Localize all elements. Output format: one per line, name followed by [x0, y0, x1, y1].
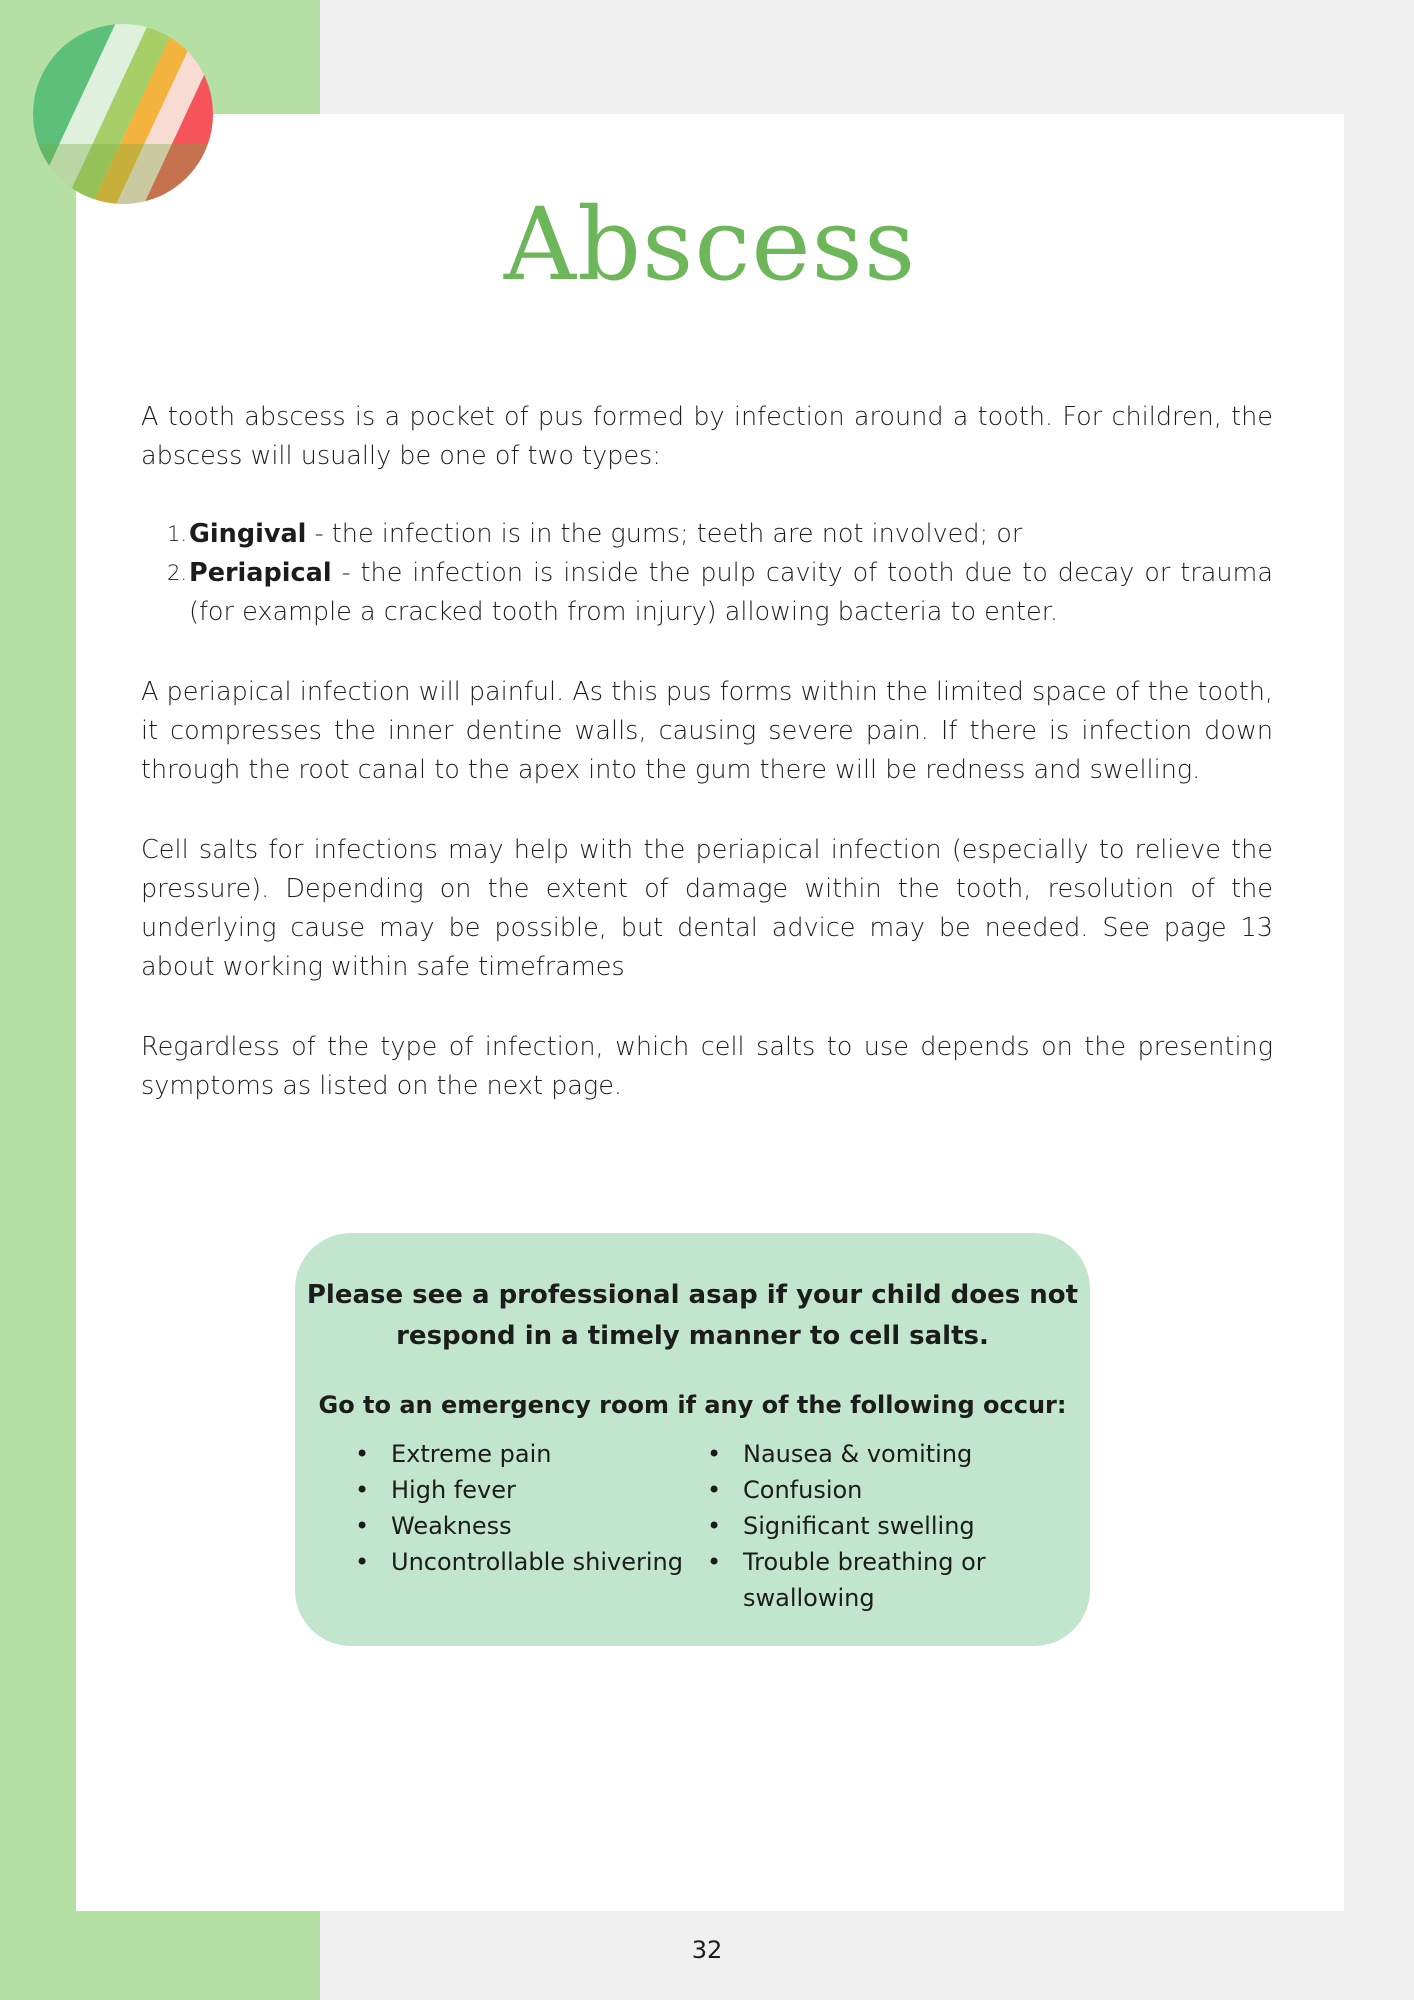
list-item: • Confusion [707, 1472, 1047, 1508]
cell-salts-paragraph: Cell salts for infections may help with the periapical infection (especially to relieve the pressure). Depending on the extent of damage within the tooth, resolution of the underlying cause may be possible, but dental advice may be needed. See page 13 about working within safe timeframes [141, 835, 1273, 982]
regardless-paragraph: Regardless of the type of infection, which cell salts to use depends on the presenting symptoms as listed on the next page. [141, 1032, 1273, 1101]
list-number: 1. [167, 522, 188, 546]
list-item [167, 515, 1273, 554]
abscess-types-list [141, 515, 1273, 632]
periapical-paragraph: A periapical infection will painful. As this pus forms within the limited space of the tooth, it compresses the inner dentine walls, causing severe pain. If there is infection down through the root canal to the apex into the gum there will be redness and swelling. [141, 677, 1273, 785]
page-title: Abscess [503, 186, 917, 303]
callout-subheading: Go to an emergency room if any of the following occur: [318, 1391, 1067, 1419]
list-item: • Significant swelling [707, 1508, 1047, 1544]
type-description: - the infection is in the gums; teeth are not involved; or [306, 519, 1023, 549]
callout-heading-line: Please see a professional asap if your child does not [306, 1280, 1079, 1310]
list-item: • High fever [355, 1472, 695, 1508]
type-description: - the infection is inside the pulp cavity of tooth due to decay or trauma (for example a cracked tooth from injury) allowing bacteria to enter. [189, 558, 1273, 627]
page-number: 32 [691, 1936, 723, 1964]
list-item: • Extreme pain [355, 1436, 695, 1472]
intro-paragraph: A tooth abscess is a pocket of pus formed by infection around a tooth. For children, the abscess will usually be one of two types: [141, 402, 1273, 471]
list-item: • Trouble breathing or swallowing [707, 1544, 1047, 1616]
emergency-callout [295, 1233, 1090, 1646]
type-term: Gingival [189, 519, 307, 549]
type-term: Periapical [189, 558, 332, 588]
symptoms-list-right [707, 1436, 1047, 1616]
list-number: 2. [167, 561, 188, 585]
list-item [167, 554, 1273, 632]
body-content [141, 398, 1273, 1106]
callout-heading-line: respond in a timely manner to cell salts. [396, 1321, 989, 1351]
list-item: • Nausea & vomiting [707, 1436, 1047, 1472]
symptoms-list-left [355, 1436, 695, 1580]
list-item: • Weakness [355, 1508, 695, 1544]
callout-heading [295, 1275, 1090, 1357]
list-item: • Uncontrollable shivering [355, 1544, 695, 1580]
